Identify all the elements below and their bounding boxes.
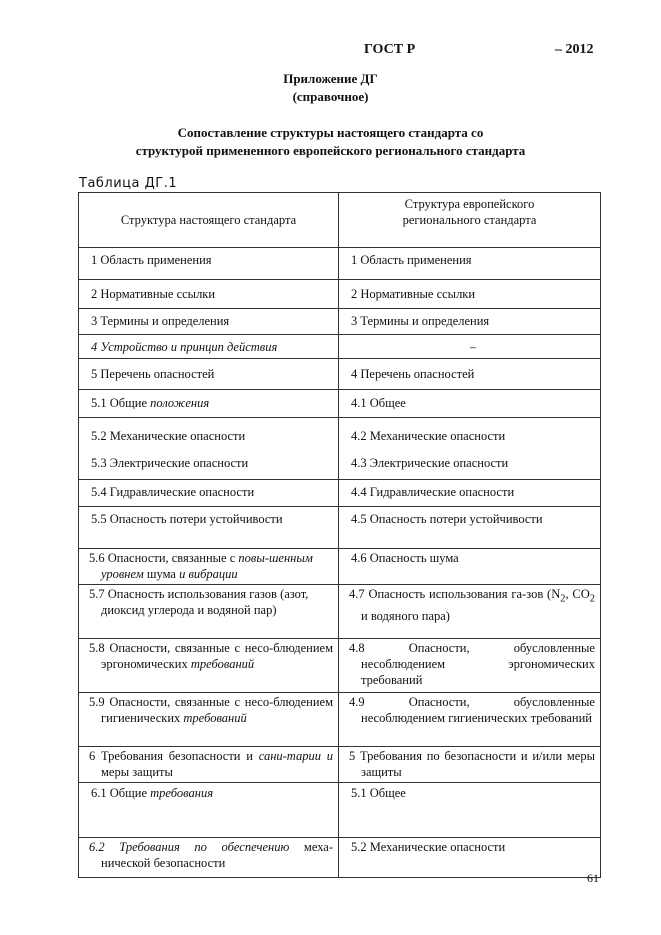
row-right: 5.1 Общее (351, 786, 406, 800)
row-left: 5.1 Общие положения (91, 396, 210, 410)
row-right: 4.4 Гидравлические опасности (351, 485, 515, 499)
page-number: 61 (587, 871, 599, 885)
row-left: 5.4 Гидравлические опасности (91, 485, 255, 499)
row-left: 1 Область применения (91, 253, 212, 267)
row-left: 5.9 Опасности, связанные с несо-блюдением гигиенических требований (89, 695, 333, 725)
row-right: – (469, 340, 477, 354)
row-right: 4.7 Опасность использования га-зов ($N_2$, $CO_2$ и водяного пара) (349, 587, 595, 623)
row-left: 6.1 Общие требования (91, 786, 214, 800)
comparison-table (78, 192, 601, 878)
row-right: 4 Перечень опасностей (351, 367, 475, 381)
table-row (79, 783, 601, 838)
table-row (79, 585, 601, 639)
row-left: 5.8 Опасности, связанные с несо-блюдением эргономических требований (89, 641, 333, 671)
row-left: 6 Требования безопасности и сани-тарии и меры защиты (89, 749, 333, 779)
table-row (79, 248, 601, 280)
table-row (79, 639, 601, 693)
standard-year: – 2012 (555, 42, 594, 57)
row-right: 4.9 Опасности, обусловленные несоблюдением гигиенических требований (349, 695, 595, 725)
table-row (79, 549, 601, 585)
row-right: 4.1 Общее (351, 396, 406, 410)
row-right: 1 Область применения (351, 253, 472, 267)
table-row (79, 480, 601, 507)
table-row (79, 418, 601, 480)
row-right: 4.5 Опасность потери устойчивости (351, 512, 543, 526)
row-left: 5.6 Опасности, связанные с повы-шенным уровнем шума и вибрации (89, 551, 313, 581)
row-right: 3 Термины и определения (351, 314, 490, 328)
table-row (79, 359, 601, 390)
header-right-line1: Структура европейского (404, 197, 535, 211)
appendix-title: Приложение ДГ (283, 71, 378, 86)
header-cell-left (79, 193, 339, 248)
table-label: Таблица ДГ.1 (79, 176, 178, 191)
table-row (79, 838, 601, 878)
table-row (79, 507, 601, 549)
table-header-row (79, 193, 601, 248)
row-left: 5.5 Опасность потери устойчивости (91, 512, 283, 526)
table-row (79, 390, 601, 418)
row-left: 6.2 Требования по обеспечению меха-нической безопасности (89, 840, 333, 870)
header-right-line2: регионального стандарта (402, 213, 537, 227)
table-row (79, 309, 601, 335)
row-right: 5 Требования по безопасности и и/или меры защиты (349, 749, 595, 779)
section-title-line1: Сопоставление структуры настоящего стандарта со (177, 125, 484, 140)
row-left: 3 Термины и определения (91, 314, 230, 328)
header-cell-right (339, 193, 601, 248)
row-right: 4.8 Опасности, обусловленные несоблюдением эргономических требований (349, 641, 595, 687)
row-left: 4 Устройство и принцип действия (91, 340, 278, 354)
appendix-subtitle: (справочное) (292, 89, 369, 104)
table-row (79, 693, 601, 747)
row-left: 5.2 Механические опасности 5.3 Электрические опасности (91, 429, 249, 470)
row-left: 5 Перечень опасностей (91, 367, 215, 381)
row-left: 5.7 Опасность использования газов (азот, диоксид углерода и водяной пар) (89, 587, 309, 617)
table-row (79, 335, 601, 359)
header-left-text: Структура настоящего стандарта (120, 213, 297, 227)
row-right: 4.6 Опасность шума (351, 551, 459, 565)
section-title-line2: структурой примененного европейского регионального стандарта (135, 143, 526, 158)
table-row (79, 747, 601, 783)
table-row (79, 280, 601, 309)
row-right: 5.2 Механические опасности (351, 840, 506, 854)
row-right: 4.2 Механические опасности 4.3 Электрические опасности (351, 429, 509, 470)
row-right: 2 Нормативные ссылки (351, 287, 476, 301)
row-left: 2 Нормативные ссылки (91, 287, 216, 301)
standard-code: ГОСТ Р (364, 42, 416, 57)
